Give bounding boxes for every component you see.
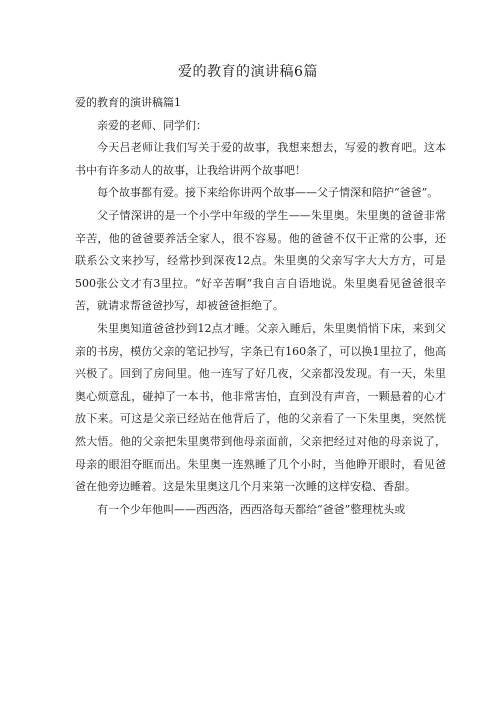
paragraph: 每个故事都有爱。接下来给你讲两个故事——父子情深和陪护“爸爸”。 [97, 186, 439, 200]
section-heading: 爱的教育的演讲稿篇1 [75, 96, 181, 109]
paragraph-greeting: 亲爱的老师、同学们： [97, 118, 207, 132]
paragraph: 今天吕老师让我们写关于爱的故事，我想来想去，写爱的教育吧。这本书中有许多动人的故事，让我给讲两个故事吧！ [75, 141, 446, 177]
document-body [75, 92, 446, 521]
paragraph: 有一个少年他叫——西西洛，西西洛每天都给“爸爸”整理枕头或 [97, 502, 406, 516]
paragraph: 朱里奥知道爸爸抄到12点才睡。父亲入睡后，朱里奥悄悄下床，来到父亲的书房，模仿父亲的笔记抄写，字条已有160条了，可以换1里拉了，他高兴极了。回到了房间里。他一连写了好几夜，父亲都没发现。有一天，朱里奥心烦意乱，碰掉了一本书，他非常害怕，直到没有声音，一颗悬着的心才放下来。可这是父亲已经站在他背后了，他的父亲看了一下朱里奥，突然恍然大悟。他的父亲把朱里奥带到他母亲面前，父亲把经过对他的母亲说了，母亲的眼泪夺眶而出。朱里奥一连熟睡了几个小时，当他睁开眼时，看见爸爸在他旁边睡着。这是朱里奥这几个月来第一次睡的这样安稳、香甜。 [75, 321, 446, 494]
paragraph: 父子情深讲的是一个小学中年级的学生——朱里奥。朱里奥的爸爸非常辛苦，他的爸爸要养活全家人，很不容易。他的爸爸不仅干正常的公事，还联系公文来抄写，经常抄到深夜12点。朱里奥的父亲写字大大方方，可是500张公文才有3里拉。“好辛苦啊”我自言自语地说。朱里奥看见爸爸很辛苦，就请求帮爸爸抄写，却被爸爸拒绝了。 [75, 208, 446, 313]
document-title: 爱的教育的演讲稿6篇 [178, 64, 318, 80]
